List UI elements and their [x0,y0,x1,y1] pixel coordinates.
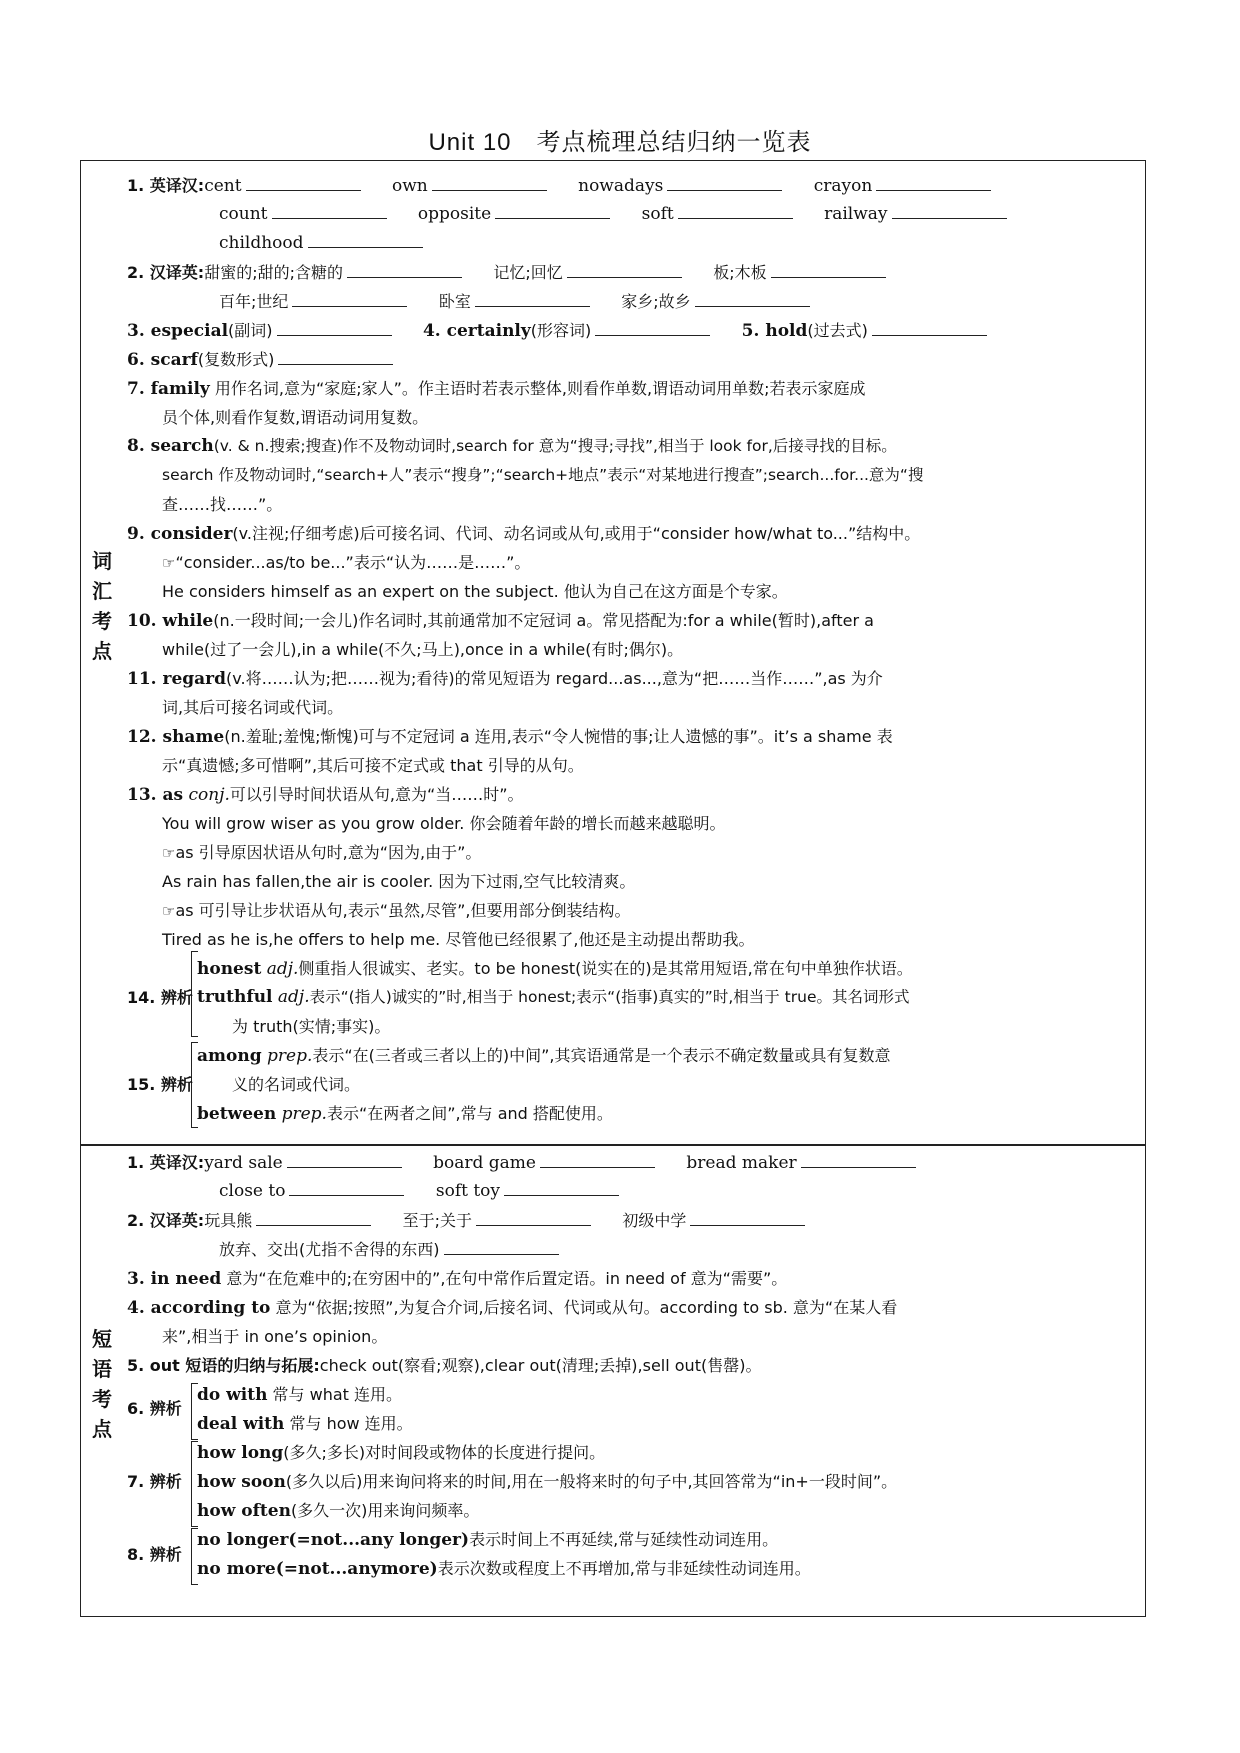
p-item-4-line: 4. according to 意为“依据;按照”,为复合介词,后接名词、代词或从句。according to sb. 意为“在某人看 [127,1298,898,1318]
answer-blank[interactable] [540,1151,655,1168]
phrase-lines: 1. 英译汉:yard sale board game bread maker close to soft toy 2. 汉译英:玩具熊 至于;关于 初级中学 放弃、交出(尤指不舍得的东西) 3. in need 意为“在危难中的;在穷困中的”,在句中常作后置定语。in need of 意为“需要”。 4. according to 意为“依据;按照”,为复合介词,后接名词、代词或从句。according to sb. 意为“在某人看 来”,相当于 in one’s opinion。 5. out 短语的归纳与拓展:check out(察看;观察),clear out(清理;丢掉),sell out(售罄)。 6. 辨析 do with 常与 what 连用。 deal with 常与 how 连用。 how long(多久;多长)对时间段或物体的长度进行提问。 7. 辨析 how soon(多久以后)用来询问将来的时间,用在一般将来时的句子中,其回答常为“in+一段时间”。 how often(多久一次)用来询问频率。 no longer(=not...any longer)表示时间上不再延续,常与延续性动词连用。 8. 辨析 no more(=not...anymore)表示次数或程度上不再增加,常与非延续性动词连用。 [127,1148,1139,1583]
items-3-5-line: 3. especial(副词) 4. certainly(形容词) 5. hold(过去式) [127,316,1139,345]
item-10-line: 10. while(n.一段时间;一会儿)作名词时,其前通常加不定冠词 a。常见搭配为:for a while(暂时),after a [127,611,874,631]
item-14-line: honest adj.侧重指人很诚实、老实。to be honest(说实在的)是其常用短语,常在句中单独作状语。 [197,959,913,979]
p-item-1-line: 1. 英译汉:yard sale board game bread maker [127,1148,1139,1177]
item-2-line-2: 百年;世纪 卧室 家乡;故乡 [127,287,1139,316]
p-item-8-line-2: 8. 辨析 no more(=not...anymore)表示次数或程度上不再增加,常与非延续性动词连用。 [127,1545,811,1579]
item-9-line: 9. consider(v.注视;仔细考虑)后可接名词、代词、动名词或从句,或用于“consider how/what to...”结构中。 [127,524,921,544]
p-item-7-line-3: how often(多久一次)用来询问频率。 [197,1501,480,1521]
item-12-line: 12. shame(n.羞耻;羞愧;惭愧)可与不定冠词 a 连用,表示“令人惋惜的事;让人遗憾的事”。it’s a shame 表 [127,727,893,747]
answer-blank[interactable] [872,319,987,336]
p-item-8-line: no longer(=not...any longer)表示时间上不再延续,常与延续性动词连用。 [197,1530,779,1550]
answer-blank[interactable] [246,174,361,191]
pointing-hand-icon: ☞ [162,844,176,862]
summary-table [80,160,1146,1617]
answer-blank[interactable] [475,290,590,307]
answer-blank[interactable] [432,174,547,191]
answer-blank[interactable] [495,202,610,219]
answer-blank[interactable] [695,290,810,307]
answer-blank[interactable] [347,261,462,278]
item-15-line-2: 15. 辨析 义的名词或代词。 [127,1075,361,1094]
answer-blank[interactable] [567,261,682,278]
pointing-hand-icon: ☞ [162,554,176,572]
answer-blank[interactable] [256,1209,371,1226]
p-item-7-line: how long(多久;多长)对时间段或物体的长度进行提问。 [197,1443,606,1463]
item-13-line: 13. as conj.可以引导时间状语从句,意为“当……时”。 [127,785,524,805]
tip-line: ☞as 可引导让步状语从句,表示“虽然,尽管”,但要用部分倒装结构。 [162,901,631,920]
p-item-1-line-2: close to soft toy [127,1177,1139,1206]
item-7-line: 7. family 用作名词,意为“家庭;家人”。作主语时若表示整体,则看作单数,谓语动词用单数;若表示家庭成 [127,379,866,399]
item-1-line-3: childhood [127,229,1139,258]
tip-line: ☞“consider...as/to be...”表示“认为……是……”。 [162,553,531,572]
phrase-label: 短 语 考 点 [92,1327,112,1441]
answer-blank[interactable] [277,319,392,336]
p-item-7-line-2: 7. 辨析 how soon(多久以后)用来询问将来的时间,用在一般将来时的句子中,其回答常为“in+一段时间”。 [127,1472,898,1492]
p-item-2-line-2: 放弃、交出(尤指不舍得的东西) [127,1235,1139,1264]
p-item-6-line-2: deal with 常与 how 连用。 [197,1414,413,1434]
item-8-line: 8. search(v. & n.搜索;搜查)作不及物动词时,search for 意为“搜寻;寻找”,相当于 look for,后接寻找的目标。 [127,436,897,456]
answer-blank[interactable] [504,1179,619,1196]
item-15-line-3: between prep.表示“在两者之间”,常与 and 搭配使用。 [197,1104,613,1124]
pointing-hand-icon: ☞ [162,902,176,920]
answer-blank[interactable] [667,174,782,191]
answer-blank[interactable] [444,1238,559,1255]
item-2-line: 2. 汉译英:甜蜜的;甜的;含糖的 记忆;回忆 板;木板 [127,258,1139,287]
page-title: Unit 10 考点梳理总结归纳一览表 [428,129,812,156]
answer-blank[interactable] [289,1179,404,1196]
item-14-line-2: 14. 辨析 truthful adj.表示“(指人)诚实的”时,相当于 honest;表示“(指事)真实的”时,相当于 true。其名词形式 [127,987,910,1007]
answer-blank[interactable] [308,231,423,248]
answer-blank[interactable] [876,174,991,191]
p-item-5-line: 5. out 短语的归纳与拓展:check out(察看;观察),clear out(清理;丢掉),sell out(售罄)。 [127,1356,762,1375]
item-6-line: 6. scarf(复数形式) [127,345,1139,374]
answer-blank[interactable] [678,202,793,219]
item-15-line: among prep.表示“在(三者或三者以上的)中间”,其宾语通常是一个表示不确定数量或具有复数意 [197,1046,891,1066]
answer-blank[interactable] [690,1209,805,1226]
p-item-2-line: 2. 汉译英:玩具熊 至于;关于 初级中学 [127,1206,1139,1235]
item-1-line: 1. 英译汉:cent own nowadays crayon [127,171,1139,200]
answer-blank[interactable] [892,202,1007,219]
tip-line: ☞as 引导原因状语从句时,意为“因为,由于”。 [162,843,482,862]
p-item-6-line: 6. 辨析 do with 常与 what 连用。 [127,1385,403,1418]
answer-blank[interactable] [771,261,886,278]
answer-blank[interactable] [292,290,407,307]
vocabulary-section [81,161,1145,1146]
answer-blank[interactable] [278,348,393,365]
answer-blank[interactable] [272,202,387,219]
item-11-line: 11. regard(v.将……认为;把……视为;看待)的常见短语为 regard...as...,意为“把……当作……”,as 为介 [127,669,883,689]
answer-blank[interactable] [801,1151,916,1168]
answer-blank[interactable] [476,1209,591,1226]
answer-blank[interactable] [595,319,710,336]
phrase-section [81,1144,1145,1616]
p-item-3-line: 3. in need 意为“在危难中的;在穷困中的”,在句中常作后置定语。in need of 意为“需要”。 [127,1269,788,1289]
vocabulary-label: 词 汇 考 点 [92,549,112,663]
item-1-line-2: count opposite soft railway [127,200,1139,229]
vocabulary-lines: 1. 英译汉:cent own nowadays crayon count opposite soft railway childhood 2. 汉译英:甜蜜的;甜的;含糖的 记忆;回忆 板;木板 百年;世纪 卧室 家乡;故乡 3. especial(副词) 4. certainly(形容词) 5. hold(过去式) 6. scarf(复数形式) 7. family 用作名词,意为“家庭;家人”。作主语时若表示整体,则看作单数,谓语动词用单数;若表示家庭成 员个体,则看作复数,谓语动词用复数。 8. search(v. & n.搜索;搜查)作不及物动词时,search for 意为“搜寻;寻找”,相当于 look for,后接寻找的目标。 search 作及物动词时,“search+人”表示“搜身”;“search+地点”表示“对某地进行搜查”;search...for...意为“搜 查……找……”。 9. consider(v.注视;仔细考虑)后可接名词、代词、动名词或从句,或用于“consider how/what to...”结构中。 ☞“consider...as/to be...”表示“认为……是……”。 He considers himself as an expert on the subject. 他认为自己在这方面是个专家。 10. while(n.一段时间;一会儿)作名词时,其前通常加不定冠词 a。常见搭配为:for a while(暂时),after a while(过了一会儿),in a while(不久;马上),once in a while(有时;偶尔)。 11. regard(v.将……认为;把……视为;看待)的常见短语为 regard...as...,意为“把……当作……”,as 为介 词,其后可接名词或代词。 12. shame(n.羞耻;羞愧;惭愧)可与不定冠词 a 连用,表示“令人惋惜的事;让人遗憾的事”。it’s a shame 表 示“真遗憾;多可惜啊”,其后可接不定式或 that 引导的从句。 13. as conj.可以引导时间状语从句,意为“当……时”。 You will grow wiser as you grow older. 你会随着年龄的增长而越来越聪明。 ☞as 引导原因状语从句时,意为“因为,由于”。 As rain has fallen,the air is cooler. 因为下过雨,空气比较清爽。 ☞as 可引导让步状语从句,表示“虽然,尽管”,但要用部分倒装结构。 Tired as he is,he offers to help me. 尽管他已经很累了,他还是主动提出帮助我。 honest adj.侧重指人很诚实、老实。to be honest(说实在的)是其常用短语,常在句中单独作状语。 14. 辨析 truthful adj.表示“(指人)诚实的”时,相当于 honest;表示“(指事)真实的”时,相当于 true。其名词形式 为 truth(实情;事实)。 among prep.表示“在(三者或三者以上的)中间”,其宾语通常是一个表示不确定数量或具有复数意 15. 辨析 义的名词或代词。 between prep.表示“在两者之间”,常与 and 搭配使用。 [127,171,1139,1128]
answer-blank[interactable] [287,1151,402,1168]
